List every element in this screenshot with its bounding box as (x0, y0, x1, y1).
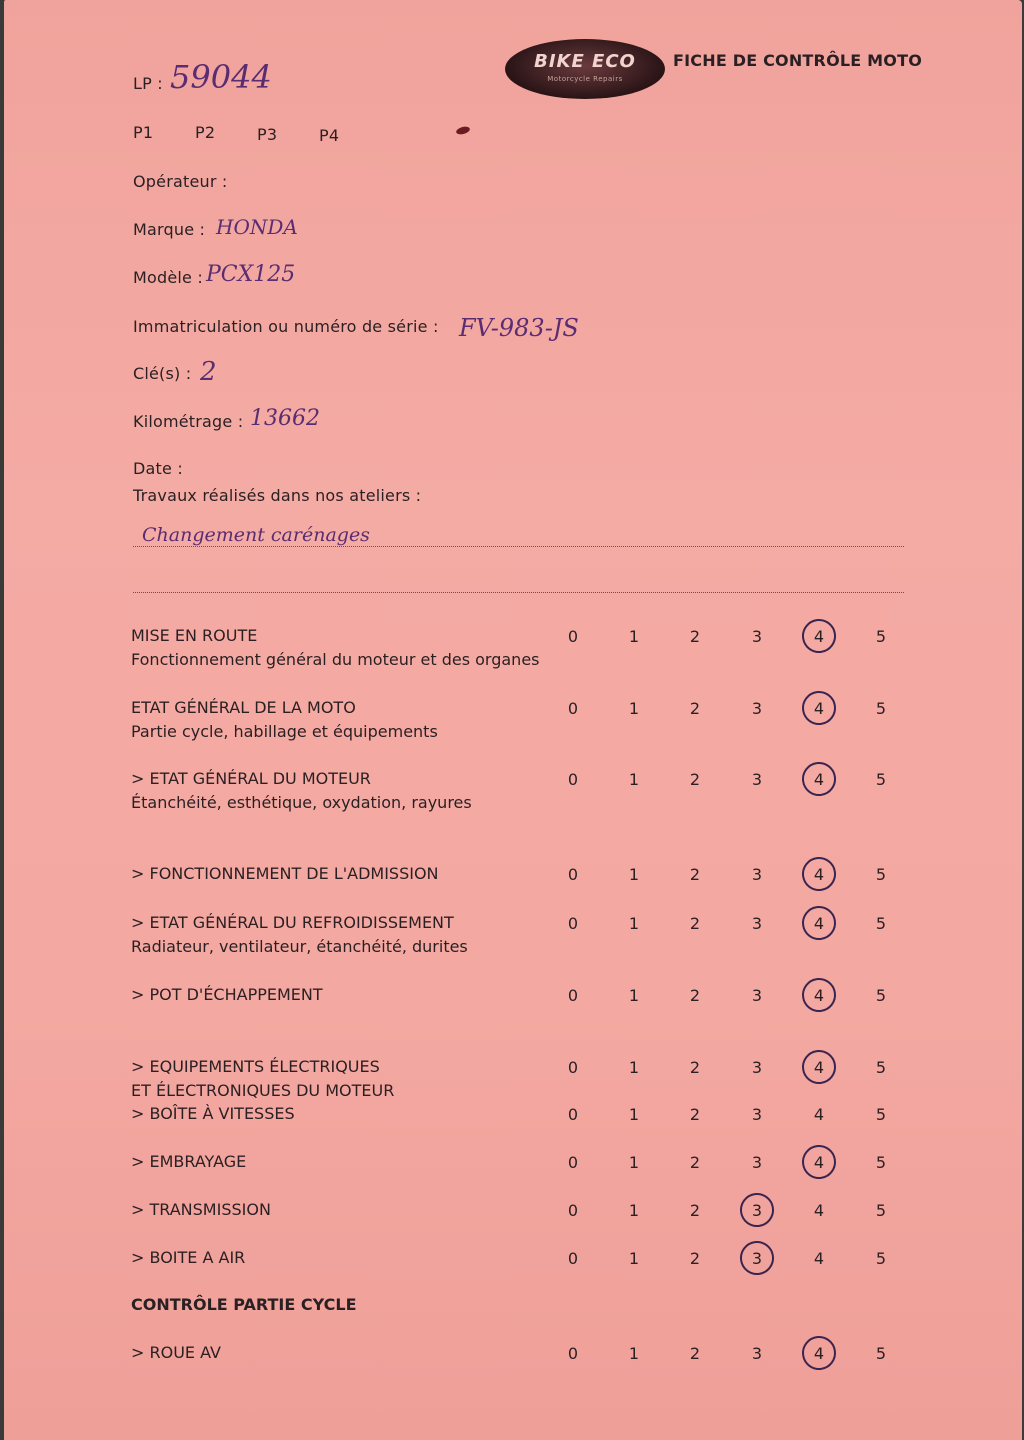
score-option-4[interactable]: 4 (813, 627, 825, 646)
score-option-3[interactable]: 3 (751, 1105, 763, 1124)
score-option-4[interactable]: 4 (813, 1249, 825, 1268)
evaluation-row-title: > EQUIPEMENTS ÉLECTRIQUES (131, 1057, 380, 1076)
score-option-3[interactable]: 3 (751, 1153, 763, 1172)
score-option-0[interactable]: 0 (567, 1249, 579, 1268)
position-p4: P4 (319, 126, 340, 145)
score-option-1[interactable]: 1 (628, 699, 640, 718)
score-option-2[interactable]: 2 (689, 1153, 701, 1172)
score-option-3[interactable]: 3 (751, 1249, 763, 1268)
score-option-5[interactable]: 5 (875, 1153, 887, 1172)
selected-score-circle (800, 1334, 838, 1372)
operateur-label: Opérateur : (133, 172, 228, 191)
lp-label: LP : (133, 74, 163, 93)
score-option-5[interactable]: 5 (875, 865, 887, 884)
score-option-2[interactable]: 2 (689, 1201, 701, 1220)
modele-label: Modèle : (133, 268, 203, 287)
score-option-2[interactable]: 2 (689, 1105, 701, 1124)
score-option-1[interactable]: 1 (628, 1201, 640, 1220)
selected-score-circle (800, 1048, 838, 1086)
score-option-4[interactable]: 4 (813, 1344, 825, 1363)
score-option-2[interactable]: 2 (689, 986, 701, 1005)
score-option-3[interactable]: 3 (751, 986, 763, 1005)
score-option-1[interactable]: 1 (628, 986, 640, 1005)
evaluation-row-title: > BOÎTE À VITESSES (131, 1104, 295, 1123)
score-option-0[interactable]: 0 (567, 914, 579, 933)
evaluation-row-subtitle: Fonctionnement général du moteur et des organes (131, 650, 540, 669)
cycle-row-title: > ROUE AV (131, 1343, 221, 1362)
score-option-4[interactable]: 4 (813, 699, 825, 718)
evaluation-row-title: > ETAT GÉNÉRAL DU MOTEUR (131, 769, 371, 788)
score-option-3[interactable]: 3 (751, 914, 763, 933)
score-option-0[interactable]: 0 (567, 699, 579, 718)
score-option-5[interactable]: 5 (875, 627, 887, 646)
kilometrage-label: Kilométrage : (133, 412, 244, 431)
score-option-1[interactable]: 1 (628, 1058, 640, 1077)
logo-subtext: Motorcycle Repairs (547, 75, 623, 83)
position-p2: P2 (195, 123, 216, 142)
score-option-5[interactable]: 5 (875, 1344, 887, 1363)
selected-score-circle (800, 760, 838, 798)
marque-label: Marque : (133, 220, 206, 239)
evaluation-row-title: > ETAT GÉNÉRAL DU REFROIDISSEMENT (131, 913, 454, 932)
score-option-3[interactable]: 3 (751, 865, 763, 884)
evaluation-row-title: > BOITE A AIR (131, 1248, 246, 1267)
cles-label: Clé(s) : (133, 364, 192, 383)
score-option-1[interactable]: 1 (628, 865, 640, 884)
score-option-1[interactable]: 1 (628, 914, 640, 933)
score-option-2[interactable]: 2 (689, 914, 701, 933)
score-option-3[interactable]: 3 (751, 770, 763, 789)
score-option-1[interactable]: 1 (628, 770, 640, 789)
bike-eco-logo (505, 39, 665, 99)
score-option-4[interactable]: 4 (813, 1153, 825, 1172)
score-option-0[interactable]: 0 (567, 1344, 579, 1363)
selected-score-circle (800, 976, 838, 1014)
score-option-4[interactable]: 4 (813, 914, 825, 933)
score-option-1[interactable]: 1 (628, 1344, 640, 1363)
score-option-4[interactable]: 4 (813, 1201, 825, 1220)
ink-mark (455, 125, 470, 135)
cles-value: 2 (200, 357, 217, 387)
score-option-2[interactable]: 2 (689, 770, 701, 789)
score-option-1[interactable]: 1 (628, 627, 640, 646)
date-label: Date : (133, 459, 183, 478)
score-option-4[interactable]: 4 (813, 986, 825, 1005)
score-option-3[interactable]: 3 (751, 699, 763, 718)
evaluation-row-title: MISE EN ROUTE (131, 626, 258, 645)
score-option-5[interactable]: 5 (875, 914, 887, 933)
control-sheet (4, 0, 1022, 1440)
score-option-5[interactable]: 5 (875, 1201, 887, 1220)
score-option-4[interactable]: 4 (813, 770, 825, 789)
score-option-2[interactable]: 2 (689, 627, 701, 646)
score-option-0[interactable]: 0 (567, 770, 579, 789)
score-option-0[interactable]: 0 (567, 1105, 579, 1124)
selected-score-circle (738, 1191, 776, 1229)
score-option-0[interactable]: 0 (567, 627, 579, 646)
score-option-0[interactable]: 0 (567, 865, 579, 884)
travaux-label: Travaux réalisés dans nos ateliers : (133, 486, 422, 505)
score-option-2[interactable]: 2 (689, 699, 701, 718)
travaux-line-1 (133, 546, 904, 547)
marque-value: HONDA (216, 215, 298, 239)
score-option-0[interactable]: 0 (567, 1058, 579, 1077)
score-option-2[interactable]: 2 (689, 1344, 701, 1363)
score-option-1[interactable]: 1 (628, 1249, 640, 1268)
score-option-3[interactable]: 3 (751, 627, 763, 646)
score-option-5[interactable]: 5 (875, 986, 887, 1005)
score-option-0[interactable]: 0 (567, 1153, 579, 1172)
score-option-5[interactable]: 5 (875, 1249, 887, 1268)
score-option-5[interactable]: 5 (875, 699, 887, 718)
score-option-3[interactable]: 3 (751, 1201, 763, 1220)
position-p1: P1 (133, 123, 154, 142)
travaux-value: Changement carénages (142, 524, 370, 546)
score-option-5[interactable]: 5 (875, 770, 887, 789)
lp-value: 59044 (170, 58, 272, 96)
document-title: FICHE DE CONTRÔLE MOTO (673, 51, 923, 70)
score-option-2[interactable]: 2 (689, 1249, 701, 1268)
score-option-3[interactable]: 3 (751, 1058, 763, 1077)
selected-score-circle (800, 617, 838, 655)
selected-score-circle (800, 904, 838, 942)
evaluation-row-title: > EMBRAYAGE (131, 1152, 247, 1171)
evaluation-row-title: > POT D'ÉCHAPPEMENT (131, 985, 323, 1004)
score-option-2[interactable]: 2 (689, 1058, 701, 1077)
travaux-line-2 (133, 592, 904, 593)
kilometrage-value: 13662 (250, 406, 320, 431)
score-option-4[interactable]: 4 (813, 1105, 825, 1124)
selected-score-circle (738, 1239, 776, 1277)
evaluation-row-subtitle: Radiateur, ventilateur, étanchéité, durites (131, 937, 468, 956)
selected-score-circle (800, 689, 838, 727)
immat-value: FV-983-JS (459, 314, 579, 342)
position-p3: P3 (257, 125, 278, 144)
score-option-2[interactable]: 2 (689, 865, 701, 884)
evaluation-row-title: ETAT GÉNÉRAL DE LA MOTO (131, 698, 356, 717)
modele-value: PCX125 (206, 262, 296, 287)
score-option-1[interactable]: 1 (628, 1105, 640, 1124)
logo-text: BIKE ECO (534, 51, 636, 72)
score-option-5[interactable]: 5 (875, 1058, 887, 1077)
score-option-5[interactable]: 5 (875, 1105, 887, 1124)
score-option-0[interactable]: 0 (567, 1201, 579, 1220)
evaluation-row-title: > TRANSMISSION (131, 1200, 271, 1219)
evaluation-row-title: > FONCTIONNEMENT DE L'ADMISSION (131, 864, 439, 883)
evaluation-row-subtitle: Étanchéité, esthétique, oxydation, rayures (131, 793, 472, 812)
section-heading-cycle: CONTRÔLE PARTIE CYCLE (131, 1295, 357, 1314)
selected-score-circle (800, 1143, 838, 1181)
score-option-4[interactable]: 4 (813, 1058, 825, 1077)
immat-label: Immatriculation ou numéro de série : (133, 317, 439, 336)
evaluation-row-subtitle: Partie cycle, habillage et équipements (131, 722, 438, 741)
score-option-4[interactable]: 4 (813, 865, 825, 884)
score-option-0[interactable]: 0 (567, 986, 579, 1005)
score-option-3[interactable]: 3 (751, 1344, 763, 1363)
selected-score-circle (800, 855, 838, 893)
score-option-1[interactable]: 1 (628, 1153, 640, 1172)
evaluation-row-subtitle: ET ÉLECTRONIQUES DU MOTEUR (131, 1081, 395, 1100)
